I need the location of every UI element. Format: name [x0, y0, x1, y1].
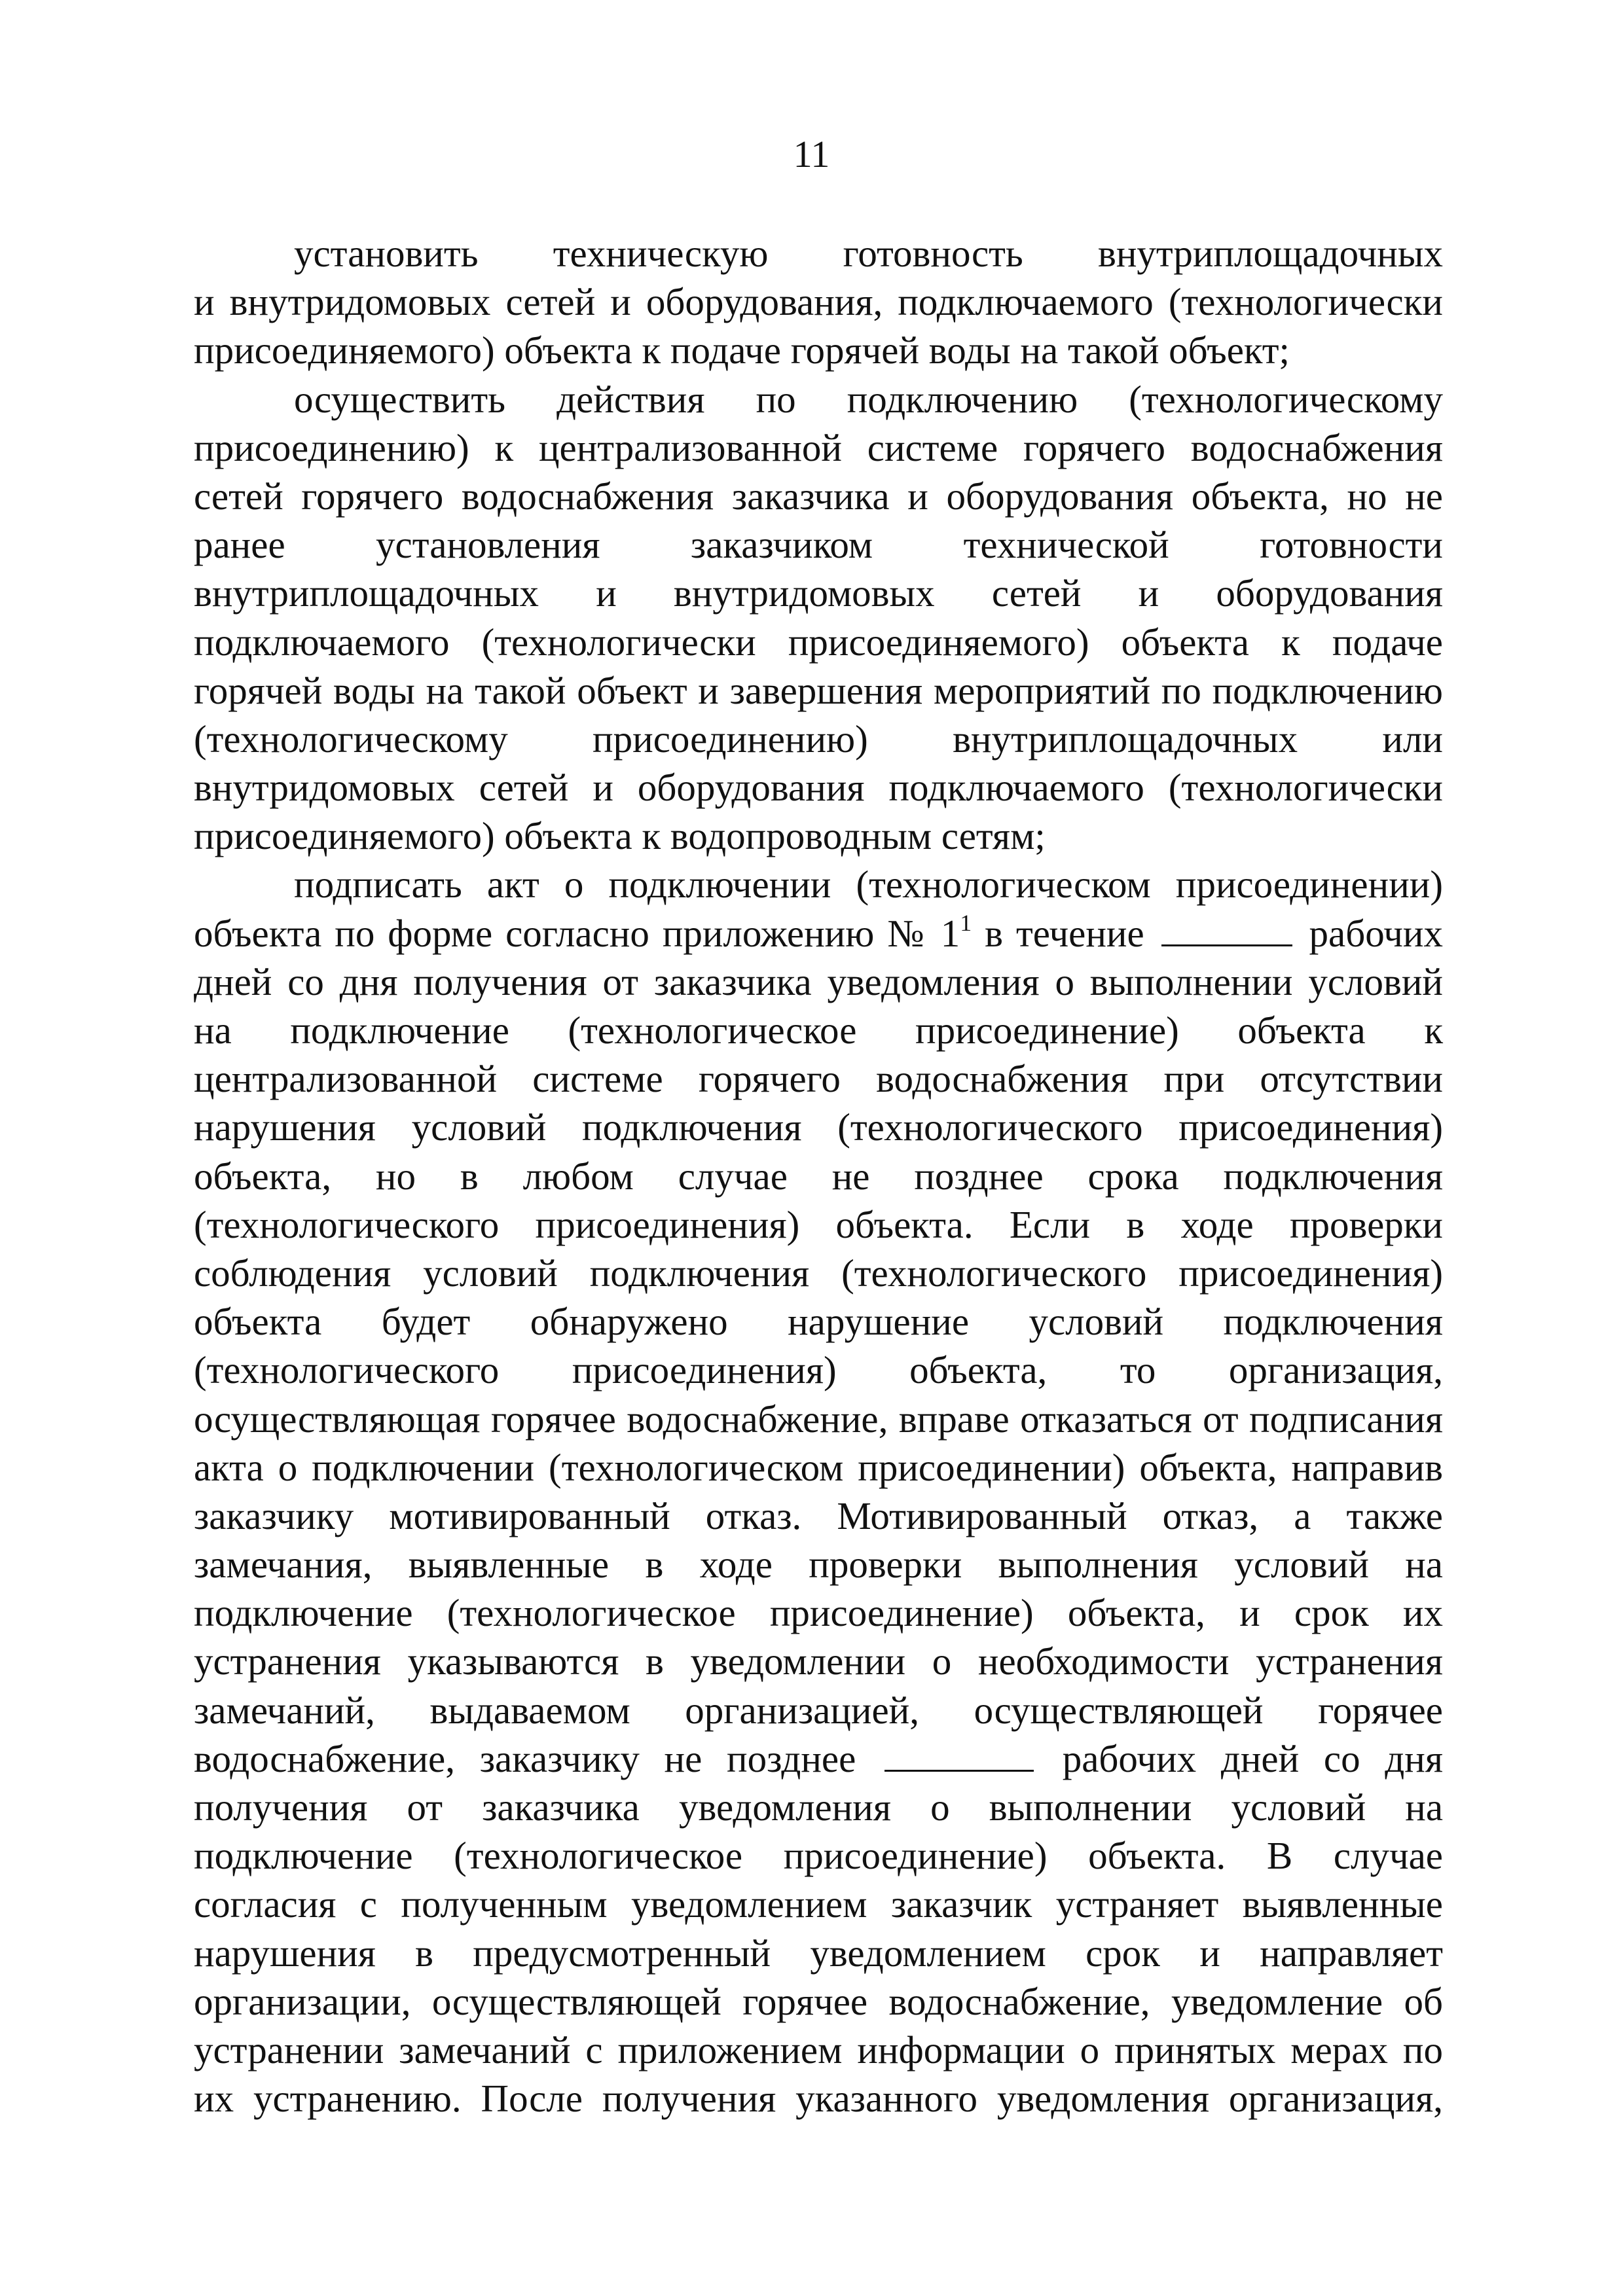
- text-line: ранее установления заказчиком технической готовности: [194, 523, 1443, 567]
- text-line: нарушения условий подключения (технологического присоединения): [194, 1105, 1443, 1149]
- text-segment: объекта по форме согласно приложению № 1: [194, 911, 960, 955]
- text-line: присоединяемого) объекта к подаче горячей воды на такой объект;: [194, 329, 1290, 372]
- text-line: (технологического присоединения) объекта. Если в ходе проверки: [194, 1202, 1443, 1246]
- page-number: 11: [793, 133, 830, 175]
- text-line: на подключение (технологическое присоединение) объекта к: [194, 1009, 1443, 1052]
- text-line: (технологического присоединения) объекта, то организация,: [194, 1348, 1443, 1392]
- text-line: централизованной системе горячего водоснабжения при отсутствии: [194, 1057, 1443, 1101]
- fill-in-blank: [1161, 913, 1292, 946]
- text-line: подключение (технологическое присоединение) объекта. В случае: [194, 1834, 1443, 1878]
- text-line: замечания, выявленные в ходе проверки выполнения условий на: [194, 1543, 1443, 1587]
- text-line: и внутридомовых сетей и оборудования, подключаемого (технологически: [194, 280, 1443, 324]
- text-line: объекта будет обнаружено нарушение условий подключения: [194, 1300, 1443, 1344]
- fill-in-blank: [884, 1738, 1034, 1772]
- text-line: осуществить действия по подключению (технологическому: [294, 377, 1443, 421]
- text-line: внутридомовых сетей и оборудования подключаемого (технологически: [194, 766, 1443, 810]
- text-line-with-blank: [194, 1734, 1443, 1783]
- text-line: нарушения в предусмотренный уведомлением срок и направляет: [194, 1931, 1443, 1975]
- text-line: подключаемого (технологически присоединяемого) объекта к подаче: [194, 620, 1443, 664]
- text-line: объекта, но в любом случае не позднее срока подключения: [194, 1154, 1443, 1198]
- footnote-marker: 1: [960, 909, 972, 936]
- text-line: горячей воды на такой объект и завершения мероприятий по подключению: [194, 668, 1443, 712]
- paragraph-connection-actions: [194, 375, 1443, 861]
- text-line: заказчику мотивированный отказ. Мотивированный отказ, а также: [194, 1494, 1443, 1537]
- text-line: устранении замечаний с приложением информации о принятых мерах по: [194, 2028, 1443, 2072]
- text-line: соблюдения условий подключения (технологического присоединения): [194, 1251, 1443, 1295]
- text-line: осуществляющая горячее водоснабжение, вправе отказаться от подписания: [194, 1397, 1443, 1441]
- text-segment: водоснабжение, заказчику не позднее: [194, 1736, 881, 1780]
- text-line: (технологическому присоединению) внутриплощадочных или: [194, 717, 1443, 761]
- text-line: подключение (технологическое присоединение) объекта, и срок их: [194, 1591, 1443, 1635]
- text-segment: в течение: [972, 911, 1158, 955]
- text-line: получения от заказчика уведомления о выполнении условий на: [194, 1785, 1443, 1829]
- text-line: организации, осуществляющей горячее водоснабжение, уведомление об: [194, 1979, 1443, 2023]
- text-line: внутриплощадочных и внутридомовых сетей и оборудования: [194, 571, 1443, 615]
- text-line: присоединению) к централизованной системе горячего водоснабжения: [194, 425, 1443, 469]
- text-line-with-blank: [194, 909, 1443, 958]
- text-line: установить техническую готовность внутриплощадочных: [294, 232, 1443, 275]
- text-line: их устранению. После получения указанного уведомления организация,: [194, 2077, 1443, 2121]
- text-line: устранения указываются в уведомлении о необходимости устранения: [194, 1640, 1443, 1683]
- paragraph-sign-act: [194, 860, 1443, 2123]
- text-segment: рабочих: [1296, 911, 1443, 955]
- paragraph-technical-readiness: [194, 229, 1443, 375]
- text-line: присоединяемого) объекта к водопроводным сетям;: [194, 814, 1046, 858]
- text-line: акта о подключении (технологическом присоединении) объекта, направив: [194, 1445, 1443, 1489]
- text-line: согласия с полученным уведомлением заказчик устраняет выявленные: [194, 1882, 1443, 1926]
- text-line: подписать акт о подключении (технологическом присоединении): [294, 863, 1443, 906]
- text-line: замечаний, выдаваемом организацией, осуществляющей горячее: [194, 1688, 1443, 1732]
- text-segment: рабочих дней со дня: [1038, 1736, 1443, 1780]
- text-line: сетей горячего водоснабжения заказчика и оборудования объекта, но не: [194, 474, 1443, 518]
- document-body: [194, 229, 1443, 2123]
- text-line: дней со дня получения от заказчика уведомления о выполнении условий: [194, 960, 1443, 1003]
